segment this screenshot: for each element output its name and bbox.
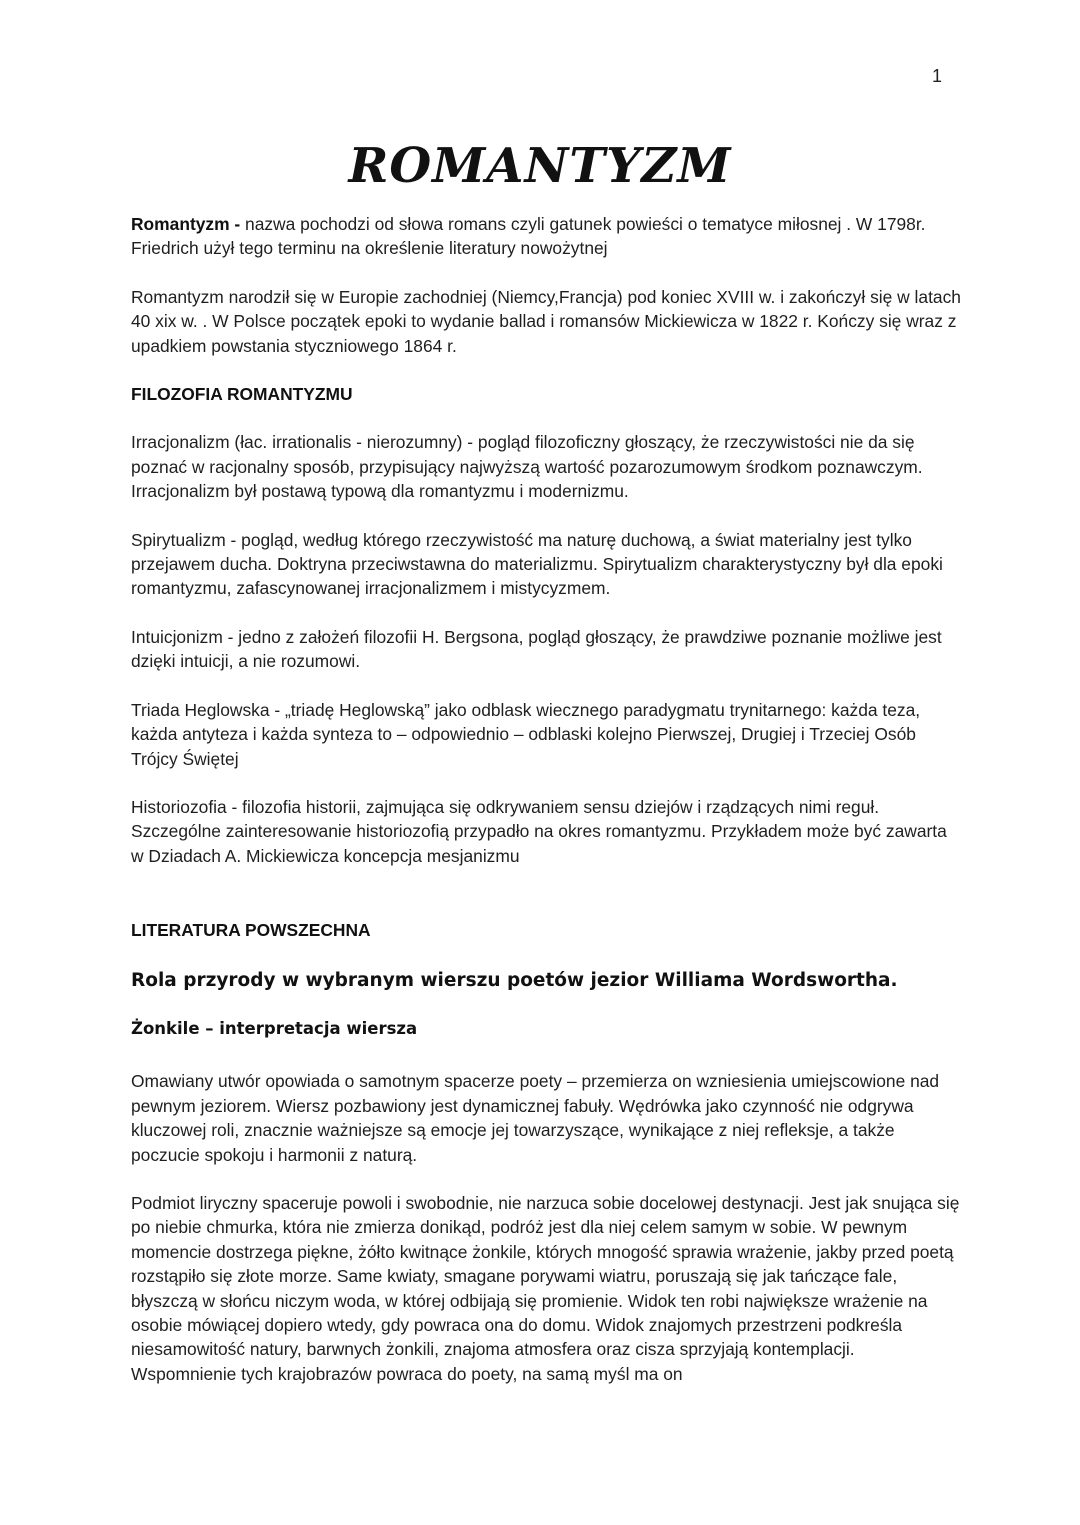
origin-paragraph: Romantyzm narodził się w Europie zachodniej (Niemcy,Francja) pod koniec XVIII w. i zakończył się w latach 40 xix w. . W Polsce początek epoki to wydanie ballad i romansów Mickiewicza w 1822 r. Kończy się wraz z upadkiem powstania styczniowego 1864 r.	[131, 286, 961, 356]
philosophy-paragraph-intuicjonizm: Intuicjonizm - jedno z założeń filozofii H. Bergsona, pogląd głoszący, że prawdziwe poznanie możliwe jest dzięki intuicji, a nie rozumowi.	[131, 626, 942, 672]
intro-paragraph	[131, 212, 961, 261]
literature-subheading: Rola przyrody w wybranym wierszu poetów jezior Williama Wordswortha.	[131, 969, 898, 991]
philosophy-paragraph-irracjonalizm: Irracjonalizm (łac. irrationalis - nierozumny) - pogląd filozoficzny głoszący, że rzeczywistości nie da się poznać w racjonalny sposób, przypisujący najwyższą wartość pozarozumowym środkom poznawczym. Irracjonalizm był postawą typową dla romantyzmu i modernizmu.	[131, 432, 923, 502]
philosophy-heading: FILOZOFIA ROMANTYZMU	[131, 384, 353, 405]
philosophy-paragraph-historiozofia: Historiozofia - filozofia historii, zajmująca się odkrywaniem sensu dziejów i rządzących nimi reguł. Szczególne zainteresowanie historiozofią przypadło na okres romantyzmu. Przykładem może być zawarta w Dziadach A. Mickiewicza koncepcja mesjanizmu	[131, 796, 947, 866]
page-number: 1	[932, 66, 943, 86]
poem-paragraph-1: Omawiany utwór opowiada o samotnym spacerze poety – przemierza on wzniesienia umiejscowione nad pewnym jeziorem. Wiersz pozbawiony jest dynamicznej fabuły. Wędrówka jako czynność nie odgrywa kluczowej roli, znacznie ważniejsze są emocje jej towarzyszące, wynikające z niej refleksje, a także poczucie spokoju i harmonii z naturą.	[131, 1071, 940, 1165]
intro-text: nazwa pochodzi od słowa romans czyli gatunek powieści o tematyce miłosnej . W 1798r. Friedrich użył tego terminu na określenie literatury nowożytnej	[131, 214, 926, 259]
literature-heading: LITERATURA POWSZECHNA	[131, 920, 371, 941]
poem-heading: Żonkile – interpretacja wiersza	[131, 1018, 418, 1038]
poem-paragraph-2: Podmiot liryczny spaceruje powoli i swobodnie, nie narzuca sobie docelowej destynacji. Jest jak snująca się po niebie chmurka, która nie zmierza donikąd, podróż jest dla niej celem samym w sobie. W pewnym momencie dostrzega piękne, żółto kwitnące żonkile, których mnogość sprawia wrażenie, jakby przed poetą rozstąpiło się złote morze. Same kwiaty, smagane porywami wiatru, poruszają się jak tańczące fale, błyszczą w słońcu niczym woda, w której odbijają się promienie. Widok ten robi największe wrażenie na osobie mówiącej dopiero wtedy, gdy powraca ona do domu. Widok znajomych przestrzeni podkreśla niesamowitość natury, barwnych żonkili, znajoma atmosfera oraz cisza sprzyjają kontemplacji. Wspomnienie tych krajobrazów powraca do poety, na samą myśl ma on	[131, 1192, 960, 1384]
philosophy-paragraph-spirytualizm: Spirytualizm - pogląd, według którego rzeczywistość ma naturę duchową, a świat materialny jest tylko przejawem ducha. Doktryna przeciwstawna do materializmu. Spirytualizm charakterystyczny był dla epoki romantyzmu, zafascynowanej irracjonalizmem i mistycyzmem.	[131, 529, 943, 599]
document-body	[131, 212, 961, 1386]
philosophy-paragraph-triada: Triada Heglowska - „triadę Heglowską” jako odblask wiecznego paradygmatu trynitarnego: każda teza, każda antyteza i każda synteza to – odpowiednio – odblaski kolejno Pierwszej, Drugiej i Trzeciej Osób Trójcy Świętej	[131, 699, 921, 769]
intro-term: Romantyzm -	[131, 214, 241, 234]
page-title: ROMANTYZM	[348, 138, 732, 194]
